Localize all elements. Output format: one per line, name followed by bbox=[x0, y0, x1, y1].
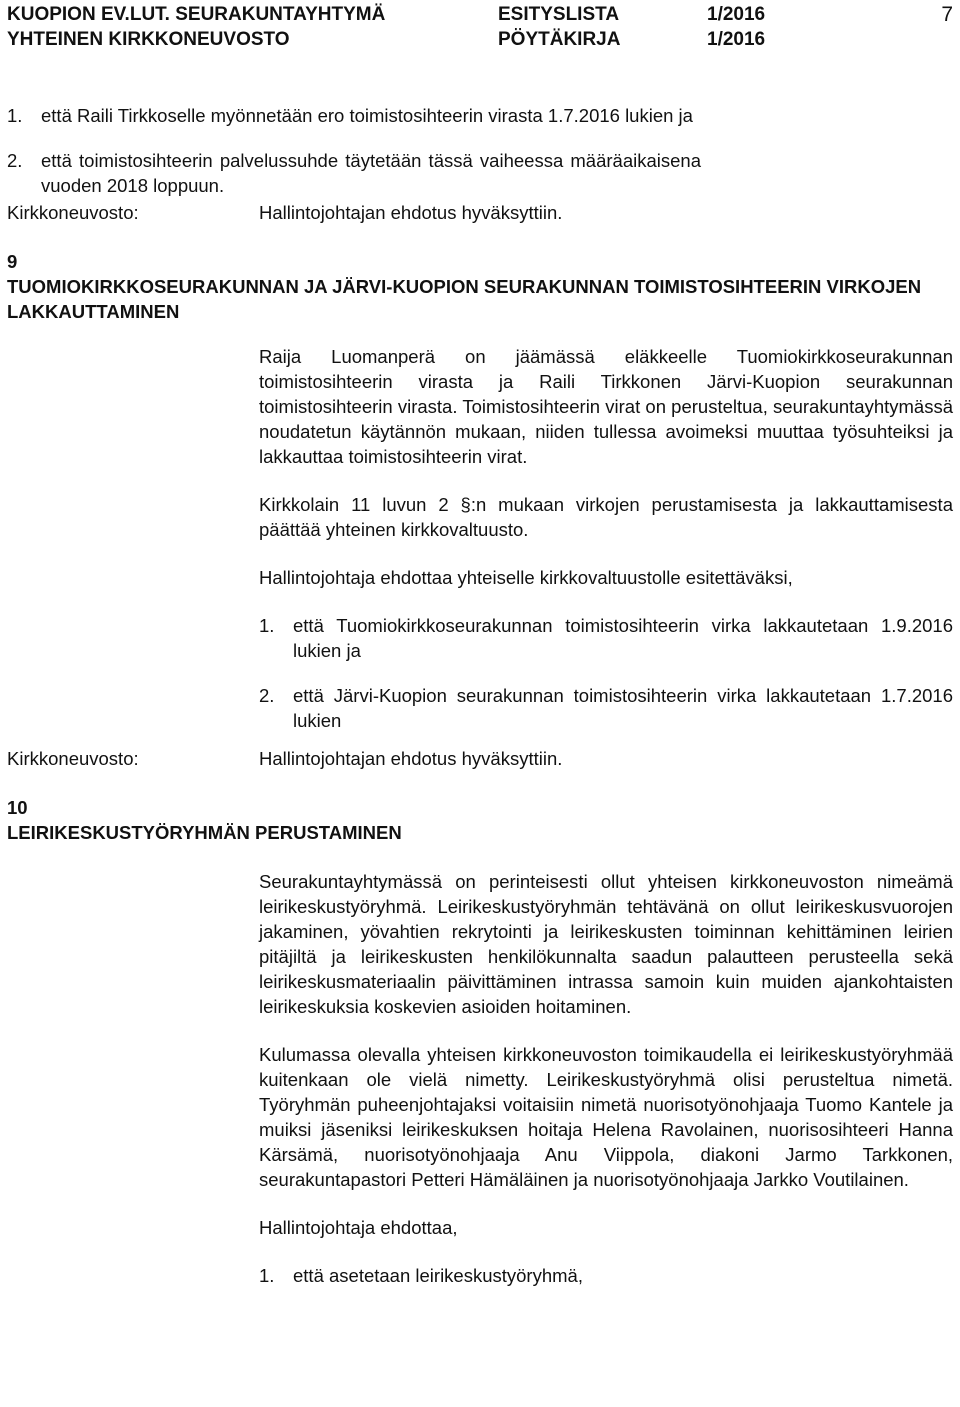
decision-text: Hallintojohtajan ehdotus hyväksyttiin. bbox=[259, 202, 563, 223]
list-item-text: että Tuomiokirkkoseurakunnan toimistosihteerin virka lakkautetaan 1.9.2016 lukien ja bbox=[293, 615, 953, 661]
page-number: 7 bbox=[941, 3, 953, 26]
document-type-minutes: PÖYTÄKIRJA bbox=[498, 29, 621, 50]
agenda-number: 1/2016 bbox=[707, 4, 766, 25]
section-number: 10 bbox=[7, 797, 28, 818]
list-item bbox=[7, 103, 701, 128]
list-item-text: että Järvi-Kuopion seurakunnan toimistosihteerin virka lakkautetaan 1.7.2016 lukien bbox=[293, 685, 953, 731]
list-item-text: että asetetaan leirikeskustyöryhmä, bbox=[293, 1265, 583, 1286]
body-name: YHTEINEN KIRKKONEUVOSTO bbox=[7, 29, 290, 50]
list-item-number: 1. bbox=[7, 105, 23, 126]
list-item bbox=[7, 148, 701, 198]
decision-row bbox=[7, 200, 953, 225]
proposal-list bbox=[259, 613, 953, 733]
paragraph: Kirkkolain 11 luvun 2 §:n mukaan virkojen perustamisesta ja lakkauttamisesta päättää yhteinen kirkkovaltuusto. bbox=[259, 494, 953, 540]
organization-name: KUOPION EV.LUT. SEURAKUNTAYHTYMÄ bbox=[7, 4, 386, 25]
list-item-text: että Raili Tirkkoselle myönnetään ero toimistosihteerin virasta 1.7.2016 lukien ja bbox=[41, 105, 693, 126]
decision-label: Kirkkoneuvosto: bbox=[7, 202, 139, 223]
paragraph: Raija Luomanperä on jäämässä eläkkeelle Tuomiokirkkoseurakunnan toimistosihteerin virasta ja Raili Tirkkonen Järvi-Kuopion seurakunnan toimistosihteerin virasta. Toimistosihteerin virat on perusteltua, seurakuntayhtymässä noudatetun käytännön mukaan, niiden tullessa avoimeksi muuttaa työsuhteiksi ja lakkauttaa toimistosihteerin virat. bbox=[259, 346, 953, 467]
header-row-2 bbox=[7, 27, 953, 52]
document-type-agenda: ESITYSLISTA bbox=[498, 4, 620, 25]
section-number: 9 bbox=[7, 251, 18, 272]
paragraph: Hallintojohtaja ehdottaa, bbox=[259, 1217, 458, 1238]
minutes-number: 1/2016 bbox=[707, 29, 766, 50]
list-item bbox=[259, 683, 953, 733]
section-9-body bbox=[259, 344, 953, 733]
list-item-text: että toimistosihteerin palvelussuhde täytetään tässä vaiheessa määräaikaisena vuoden 2018 loppuun. bbox=[41, 150, 701, 196]
section-title: LEIRIKESKUSTYÖRYHMÄN PERUSTAMINEN bbox=[7, 822, 402, 843]
document-body bbox=[7, 103, 953, 1288]
list-item-number: 2. bbox=[259, 685, 275, 706]
section-10-body bbox=[259, 869, 953, 1288]
top-proposal-list bbox=[7, 103, 701, 198]
section-title: TUOMIOKIRKKOSEURAKUNNAN JA JÄRVI-KUOPION SEURAKUNNAN TOIMISTOSIHTEERIN VIRKOJEN LAKKAUTTAMINEN bbox=[7, 276, 922, 322]
proposal-list bbox=[259, 1263, 953, 1288]
list-item-number: 1. bbox=[259, 1265, 275, 1286]
header-row-1 bbox=[7, 2, 953, 27]
decision-label: Kirkkoneuvosto: bbox=[7, 748, 139, 769]
decision-text: Hallintojohtajan ehdotus hyväksyttiin. bbox=[259, 748, 563, 769]
list-item bbox=[259, 1263, 953, 1288]
document-header bbox=[7, 2, 953, 52]
list-item-number: 2. bbox=[7, 150, 23, 171]
list-item-number: 1. bbox=[259, 615, 275, 636]
paragraph: Seurakuntayhtymässä on perinteisesti ollut yhteisen kirkkoneuvoston nimeämä leirikeskustyöryhmä. Leirikeskustyöryhmän tehtävänä on ollut leirikeskusvuorojen jakaminen, yövahtien rekrytointi ja leirikeskusten toiminnan kehittäminen leirien pitäjiltä ja leirikeskusten henkilökunnalta saadun palautteen perusteella sekä leirikeskusmateriaalin päivittäminen intrassa samoin kuin muiden ajankohtaisten leirikeskuksia koskevien asioiden hoitaminen. bbox=[259, 871, 953, 1017]
decision-row bbox=[7, 746, 953, 771]
paragraph: Hallintojohtaja ehdottaa yhteiselle kirkkovaltuustolle esitettäväksi, bbox=[259, 567, 793, 588]
list-item bbox=[259, 613, 953, 663]
paragraph: Kulumassa olevalla yhteisen kirkkoneuvoston toimikaudella ei leirikeskustyöryhmää kuitenkaan ole vielä nimetty. Leirikeskustyöryhmä olisi perusteltua nimetä. Työryhmän puheenjohtajaksi voitaisiin nimetä nuorisotyönohjaaja Tuomo Kantele ja muiksi jäseniksi leirikeskuksen hoitaja Helena Ravolainen, nuorisosihteeri Hanna Kärsämä, nuorisotyönohjaaja Anu Viippola, diakoni Jarmo Tarkkonen, seurakuntapastori Petteri Hämäläinen ja nuorisotyönohjaaja Jarkko Voutilainen. bbox=[259, 1044, 953, 1190]
